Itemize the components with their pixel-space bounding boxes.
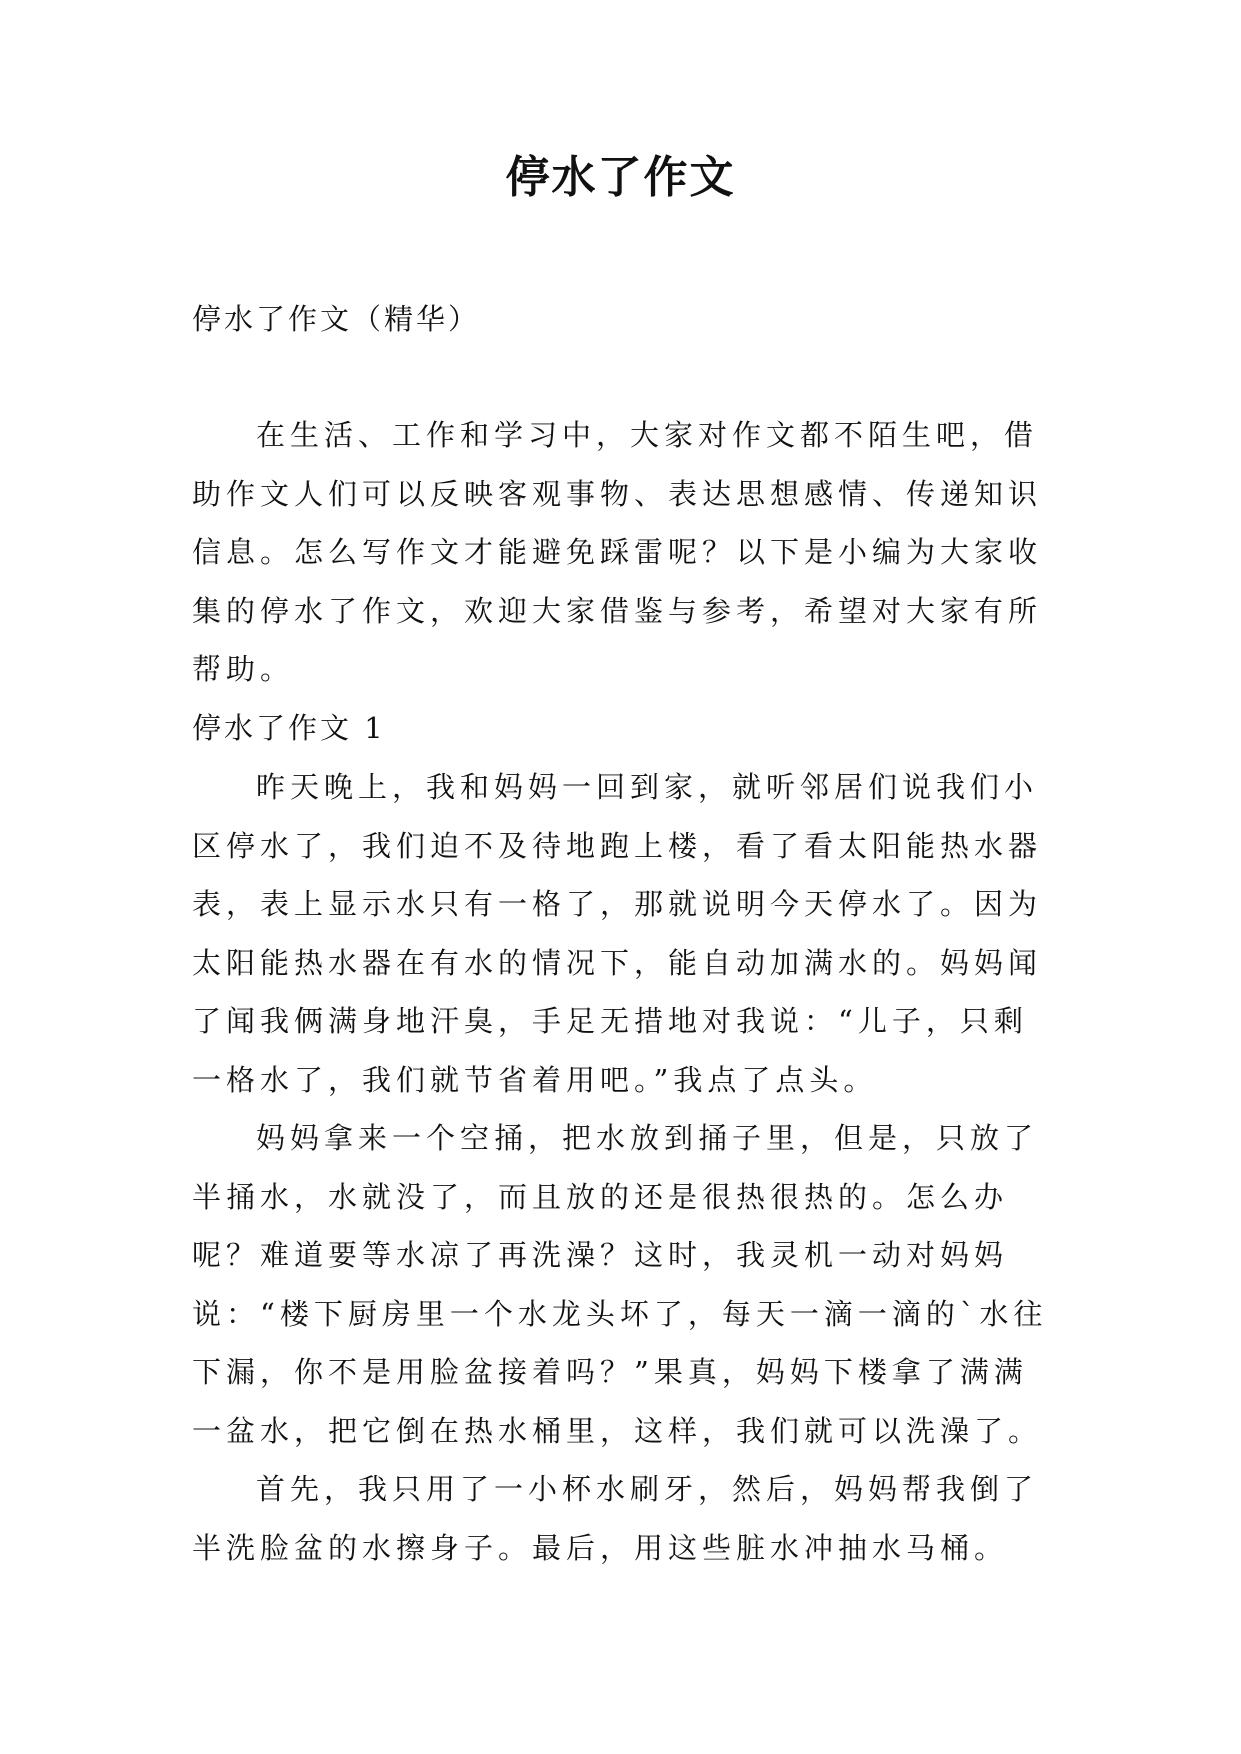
section-heading: 停水了作文 1 — [192, 711, 386, 745]
essay-paragraph-2: 妈妈拿来一个空捅，把水放到捅子里，但是，只放了半捅水，水就没了，而且放的还是很热很热的。怎么办呢？难道要等水凉了再洗澡？这时，我灵机一动对妈妈说：“楼下厨房里一个水龙头坏了，每天一滴一滴的`水往下漏，你不是用脸盆接着吗？”果真，妈妈下楼拿了满满一盆水，把它倒在热水桶里，这样，我们就可以洗澡了。 — [192, 1121, 1048, 1448]
document-title: 停水了作文 — [505, 152, 736, 203]
essay-paragraph-3: 首先，我只用了一小杯水刷牙，然后，妈妈帮我倒了半洗脸盆的水擦身子。最后，用这些脏水冲抽水马桶。 — [192, 1472, 1039, 1565]
document-subtitle: 停水了作文（精华） — [192, 302, 481, 336]
essay-paragraph-1: 昨天晚上，我和妈妈一回到家，就听邻居们说我们小区停水了，我们迫不及待地跑上楼，看了看太阳能热水器表，表上显示水只有一格了，那就说明今天停水了。因为太阳能热水器在有水的情况下，能自动加满水的。妈妈闻了闻我俩满身地汗臭，手足无措地对我说：“儿子，只剩一格水了，我们就节省着用吧。”我点了点头。 — [192, 770, 1043, 1097]
intro-paragraph: 在生活、工作和学习中，大家对作文都不陌生吧，借助作文人们可以反映客观事物、表达思想感情、传递知识信息。怎么写作文才能避免踩雷呢？以下是小编为大家收集的停水了作文，欢迎大家借鉴与参考，希望对大家有所帮助。 — [192, 418, 1043, 686]
